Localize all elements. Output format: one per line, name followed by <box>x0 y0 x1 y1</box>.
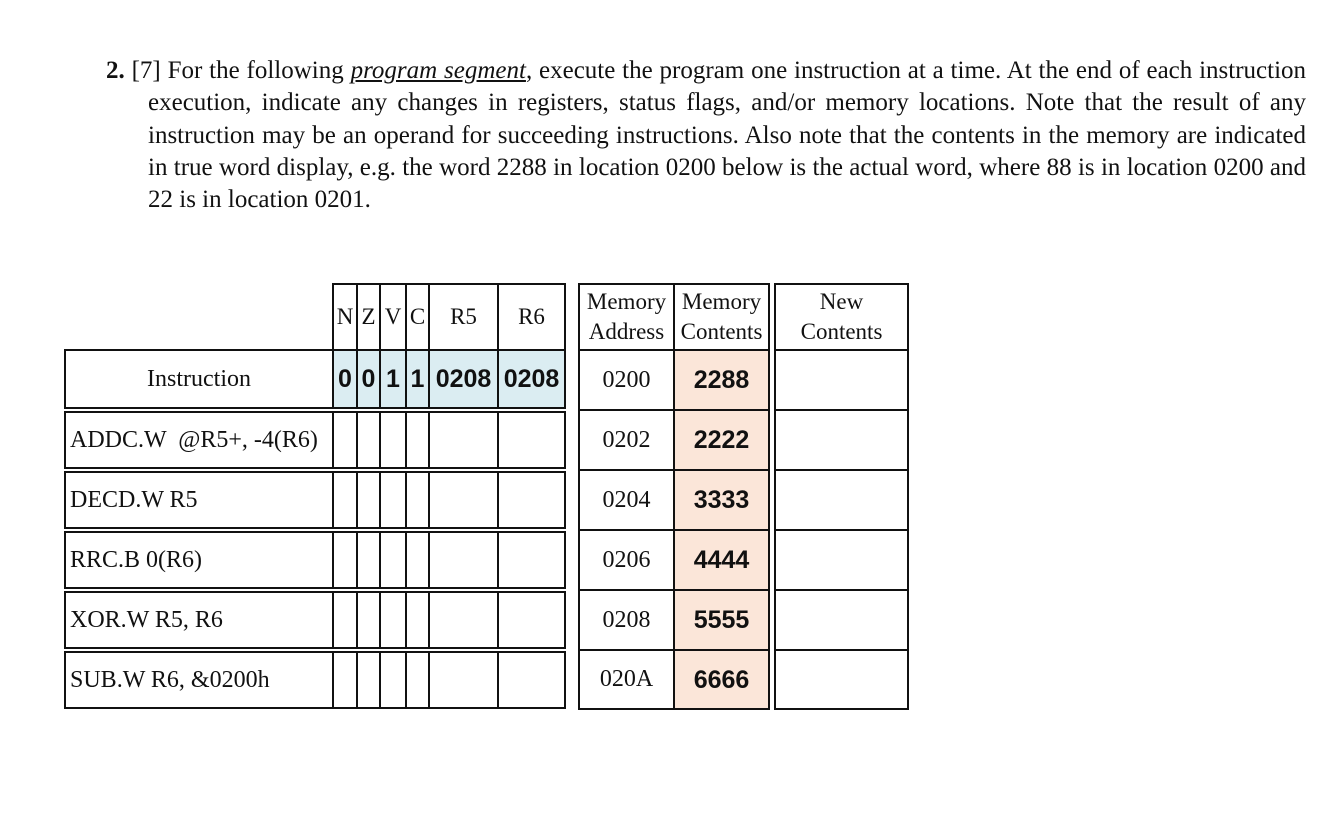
answer-r6[interactable] <box>497 411 566 469</box>
answer-n[interactable] <box>332 651 358 709</box>
header-r6: R6 <box>497 283 566 351</box>
question-points: [7] <box>131 57 161 84</box>
memory-address: 0206 <box>578 529 675 591</box>
memory-address: 020A <box>578 649 675 710</box>
memory-address: 0202 <box>578 409 675 471</box>
memory-contents: 2288 <box>673 349 770 411</box>
question-text-after: , execute the program one instruction at a time. At the end of each instruction execution, indicate any changes in registers, status flags, and/or memory locations. Note that the result of any instruction may be an operand for succeeding instructions. Also note that the contents in the memory are indicated in true word display, e.g. the word 2288 in location 0200 below is the actual word, where 88 is in location 0200 and 22 is in location 0201. <box>148 57 1307 214</box>
memory-contents: 6666 <box>673 649 770 710</box>
answer-n[interactable] <box>332 471 358 529</box>
new-contents-cell[interactable] <box>774 529 909 591</box>
initial-c: 1 <box>405 349 430 409</box>
initial-z: 0 <box>356 349 381 409</box>
instruction-cell: ADDC.W @R5+, -4(R6) <box>64 411 334 469</box>
memory-address: 0208 <box>578 589 675 651</box>
answer-c[interactable] <box>405 531 430 589</box>
initial-n: 0 <box>332 349 358 409</box>
header-z: Z <box>356 283 381 351</box>
initial-r5: 0208 <box>428 349 499 409</box>
program-segment-emphasis: program segment <box>350 57 526 84</box>
header-memory-address: Memory Address <box>578 283 675 351</box>
answer-z[interactable] <box>356 531 381 589</box>
answer-v[interactable] <box>379 531 407 589</box>
answer-c[interactable] <box>405 411 430 469</box>
question-paragraph <box>106 55 1306 216</box>
memory-contents: 4444 <box>673 529 770 591</box>
header-new-contents: New Contents <box>774 283 909 351</box>
question-number: 2. <box>106 57 125 84</box>
answer-r6[interactable] <box>497 651 566 709</box>
answer-r6[interactable] <box>497 531 566 589</box>
instruction-cell: RRC.B 0(R6) <box>64 531 334 589</box>
header-c: C <box>405 283 430 351</box>
memory-contents: 2222 <box>673 409 770 471</box>
header-v: V <box>379 283 407 351</box>
answer-r5[interactable] <box>428 591 499 649</box>
memory-address: 0200 <box>578 349 675 411</box>
answer-v[interactable] <box>379 411 407 469</box>
answer-r5[interactable] <box>428 531 499 589</box>
memory-contents: 5555 <box>673 589 770 651</box>
answer-r5[interactable] <box>428 651 499 709</box>
header-memory-contents: Memory Contents <box>673 283 770 351</box>
instruction-cell: XOR.W R5, R6 <box>64 591 334 649</box>
answer-v[interactable] <box>379 591 407 649</box>
new-contents-cell[interactable] <box>774 409 909 471</box>
new-contents-cell[interactable] <box>774 469 909 531</box>
initial-v: 1 <box>379 349 407 409</box>
new-contents-cell[interactable] <box>774 589 909 651</box>
memory-contents: 3333 <box>673 469 770 531</box>
answer-z[interactable] <box>356 591 381 649</box>
answer-v[interactable] <box>379 651 407 709</box>
answer-n[interactable] <box>332 591 358 649</box>
answer-r6[interactable] <box>497 471 566 529</box>
answer-z[interactable] <box>356 471 381 529</box>
answer-c[interactable] <box>405 591 430 649</box>
instruction-cell: SUB.W R6, &0200h <box>64 651 334 709</box>
answer-r6[interactable] <box>497 591 566 649</box>
memory-address: 0204 <box>578 469 675 531</box>
header-r5: R5 <box>428 283 499 351</box>
question-text-before: For the following <box>167 57 344 84</box>
header-n: N <box>332 283 358 351</box>
answer-n[interactable] <box>332 531 358 589</box>
answer-n[interactable] <box>332 411 358 469</box>
new-contents-cell[interactable] <box>774 649 909 710</box>
answer-z[interactable] <box>356 651 381 709</box>
answer-v[interactable] <box>379 471 407 529</box>
instruction-cell: DECD.W R5 <box>64 471 334 529</box>
instruction-header: Instruction <box>64 349 334 409</box>
answer-c[interactable] <box>405 471 430 529</box>
answer-c[interactable] <box>405 651 430 709</box>
new-contents-cell[interactable] <box>774 349 909 411</box>
answer-r5[interactable] <box>428 411 499 469</box>
answer-z[interactable] <box>356 411 381 469</box>
answer-r5[interactable] <box>428 471 499 529</box>
initial-r6: 0208 <box>497 349 566 409</box>
